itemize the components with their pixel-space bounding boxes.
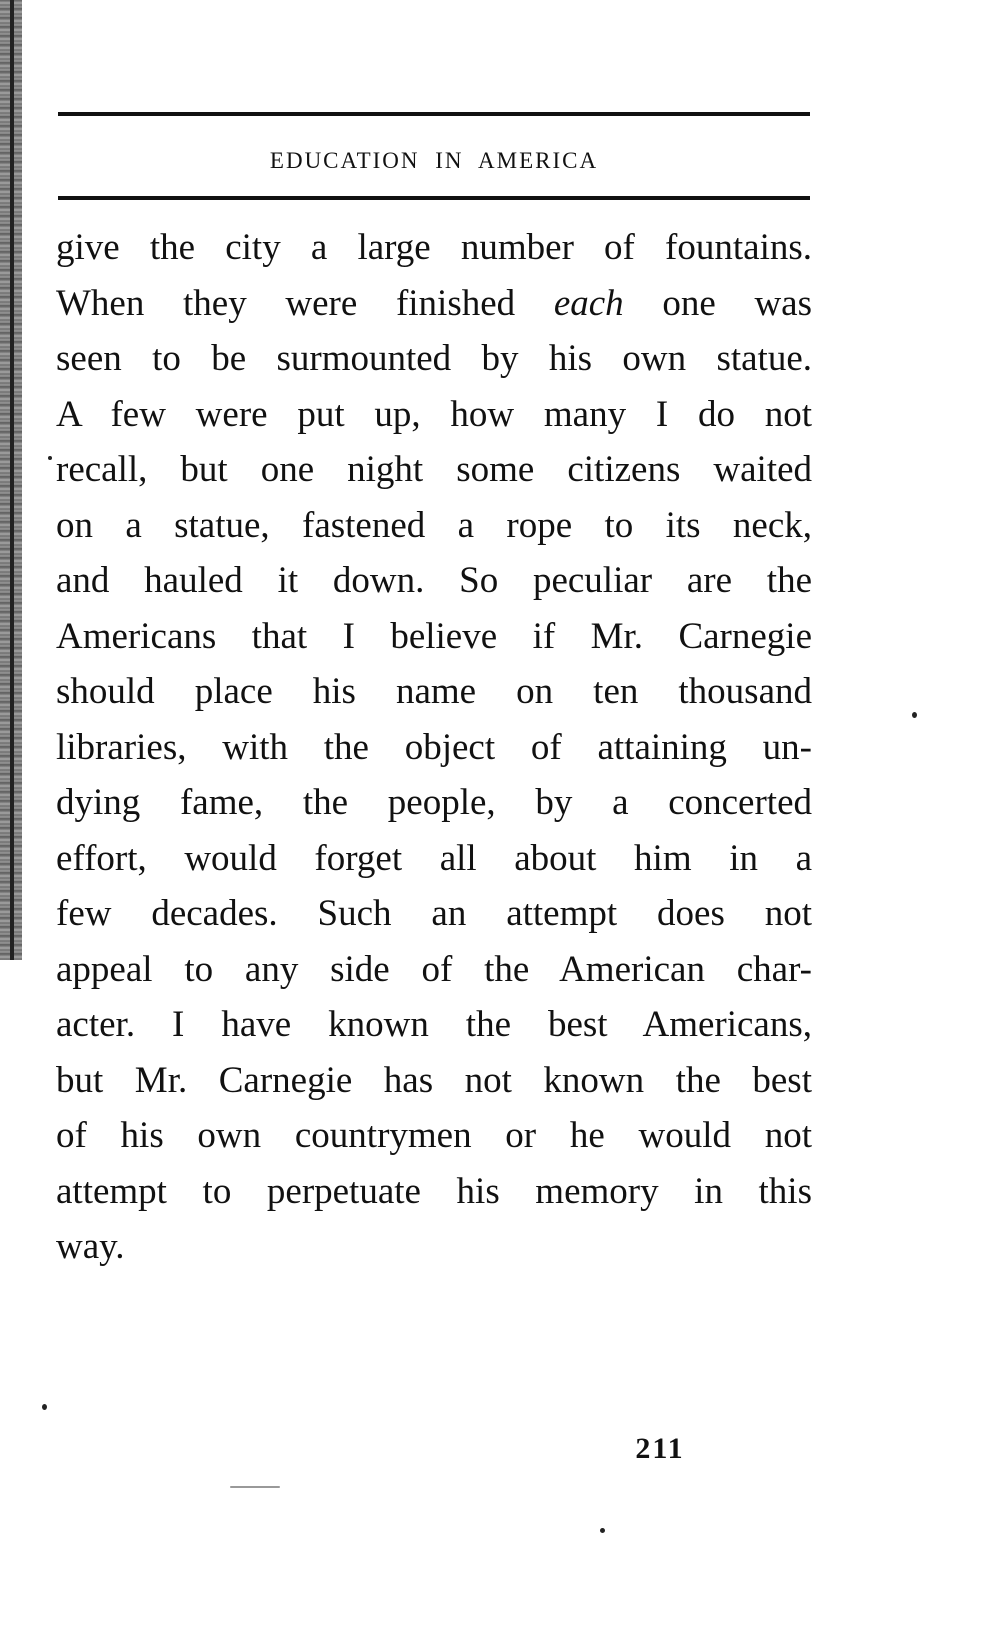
page-number: 211 <box>635 1432 685 1465</box>
text-line: give the city a large number of fountains. <box>56 227 812 268</box>
header-rule-bottom <box>58 196 810 200</box>
text-line: seen to be surmounted by his own statue. <box>56 338 812 379</box>
text-line: dying fame, the people, by a concerted <box>56 782 812 823</box>
text-line: and hauled it down. So peculiar are the <box>56 560 812 601</box>
scan-speck <box>912 712 917 718</box>
text-line: Americans that I believe if Mr. Carnegie <box>56 615 812 657</box>
text-line: on a statue, fastened a rope to its neck, <box>56 504 812 546</box>
text-line: attempt to perpetuate his memory in this <box>56 1170 812 1212</box>
running-head: EDUCATION IN AMERICA <box>269 148 599 173</box>
text-line: A few were put up, how many I do not <box>56 393 812 435</box>
text-line: acter. I have known the best Americans, <box>56 1004 812 1045</box>
text-line: effort, would forget all about him in a <box>56 837 812 879</box>
scanned-binding-shadow <box>10 0 14 960</box>
scan-speck <box>600 1528 605 1533</box>
text-line: libraries, with the object of attaining un- <box>56 726 812 768</box>
header-rule-top <box>58 112 810 116</box>
emphasized-word: each <box>553 282 624 324</box>
scan-speck <box>230 1486 280 1488</box>
text-line: of his own countrymen or he would not <box>56 1115 812 1156</box>
scan-speck <box>42 1404 47 1410</box>
text-line: When they were finished each one was <box>56 282 812 324</box>
text-line: few decades. Such an attempt does not <box>56 893 812 934</box>
text-line-last: way. <box>56 1226 125 1267</box>
scan-speck <box>48 456 52 460</box>
text-line: but Mr. Carnegie has not known the best <box>56 1059 812 1101</box>
text-line: appeal to any side of the American char- <box>56 948 812 990</box>
body-text <box>56 220 812 1275</box>
text-line: recall, but one night some citizens waited <box>56 449 812 490</box>
text-line: should place his name on ten thousand <box>56 671 812 712</box>
